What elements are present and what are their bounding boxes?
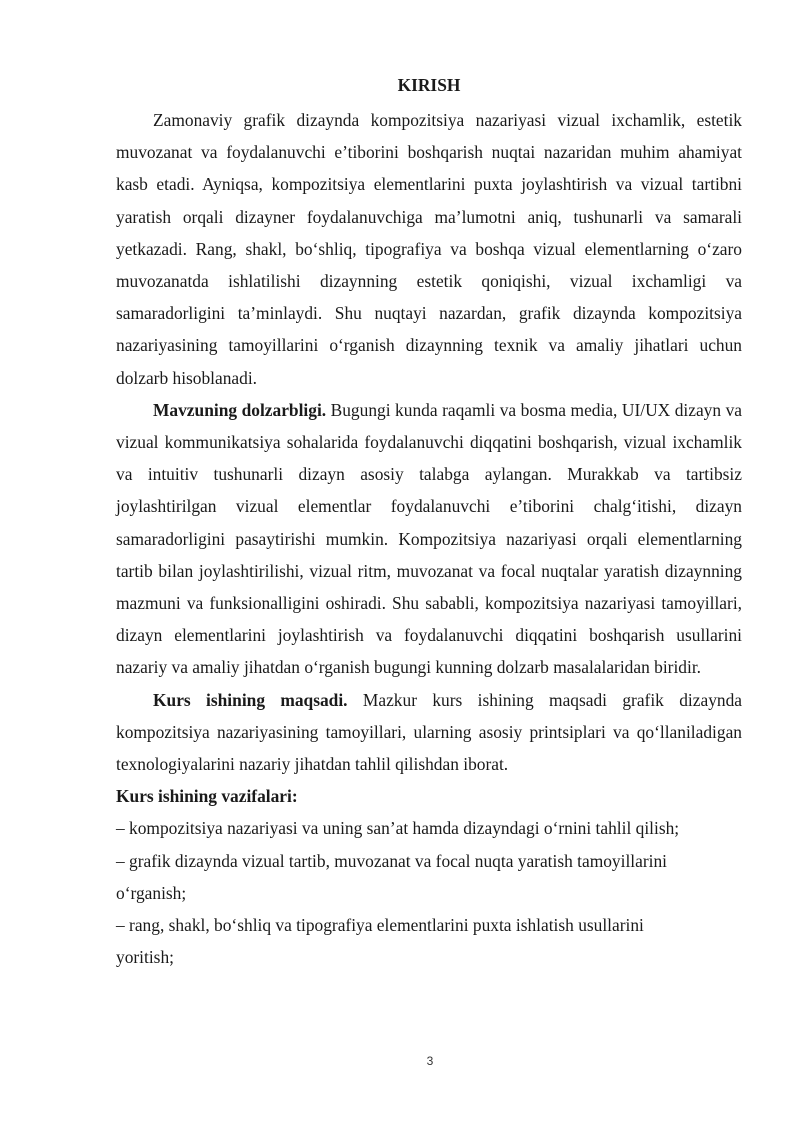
- intro-paragraph: Zamonaviy grafik dizaynda kompozitsiya nazariyasi vizual ixchamlik, estetik muvozanat va foydalanuvchi e’tiborini boshqarish nuqtai nazaridan muhim ahamiyat kasb etadi. Ayniqsa, kompozitsiya elementlarini puxta joylashtirish va vizual tartibni yaratish orqali dizayner foydalanuvchiga ma’lumotni aniq, tushunarli va samarali yetkazadi. Rang, shakl, bo‘shliq, tipografiya va boshqa vizual elementlarning o‘zaro muvozanatda ishlatilishi dizaynning estetik qoniqishi, vizual ixchamligi va samaradorligini ta’minlaydi. Shu nuqtayi nazardan, grafik dizaynda kompozitsiya nazariyasining tamoyillarini o‘rganish dizaynning texnik va amaliy jihatlari uchun dolzarb hisoblanadi.: [116, 110, 742, 388]
- goal-paragraph: [116, 684, 742, 781]
- task-item: – rang, shakl, bo‘shliq va tipografiya elementlarini puxta ishlatish usullarini yoritish;: [116, 915, 644, 968]
- tasks-heading: Kurs ishining vazifalari:: [116, 786, 298, 807]
- goal-heading: Kurs ishining maqsadi.: [153, 689, 348, 710]
- page-number: 3: [426, 1054, 434, 1068]
- page-content: [116, 72, 742, 973]
- task-item: – kompozitsiya nazariyasi va uning san’at hamda dizayndagi o‘rnini tahlil qilish;: [116, 818, 680, 839]
- goal-text: Mazkur kurs ishining maqsadi grafik dizaynda kompozitsiya nazariyasining tamoyillari, ularning asosiy printsiplari va qo‘llaniladigan texnologiyalarini nazariy jihatdan tahlil qilishdan iborat.: [116, 689, 742, 775]
- task-item: – grafik dizaynda vizual tartib, muvozanat va focal nuqta yaratish tamoyillarini o‘rganish;: [116, 850, 667, 903]
- relevance-paragraph: [116, 394, 742, 684]
- section-title: KIRISH: [397, 75, 461, 95]
- relevance-text: Bugungi kunda raqamli va bosma media, UI/UX dizayn va vizual kommunikatsiya sohalarida foydalanuvchi diqqatini boshqarish, vizual ixchamlik va intuitiv tushunarli dizayn asosiy talabga aylangan. Murakkab va tartibsiz joylashtirilgan vizual elementlar foydalanuvchi e’tiborini chalg‘itishi, dizayn samaradorligini pasaytirishi mumkin. Kompozitsiya nazariyasi orqali elementlarning tartib bilan joylashtirilishi, vizual ritm, muvozanat va focal nuqtalar yaratish dizaynning mazmuni va funksionalligini oshiradi. Shu sababli, kompozitsiya nazariyasi tamoyillari, dizayn elementlarini joylashtirish va foydalanuvchi diqqatini boshqarish usullarini nazariy va amaliy jihatdan o‘rganish bugungi kunning dolzarb masalalaridan biridir.: [116, 399, 742, 678]
- relevance-heading: Mavzuning dolzarbligi.: [153, 399, 327, 420]
